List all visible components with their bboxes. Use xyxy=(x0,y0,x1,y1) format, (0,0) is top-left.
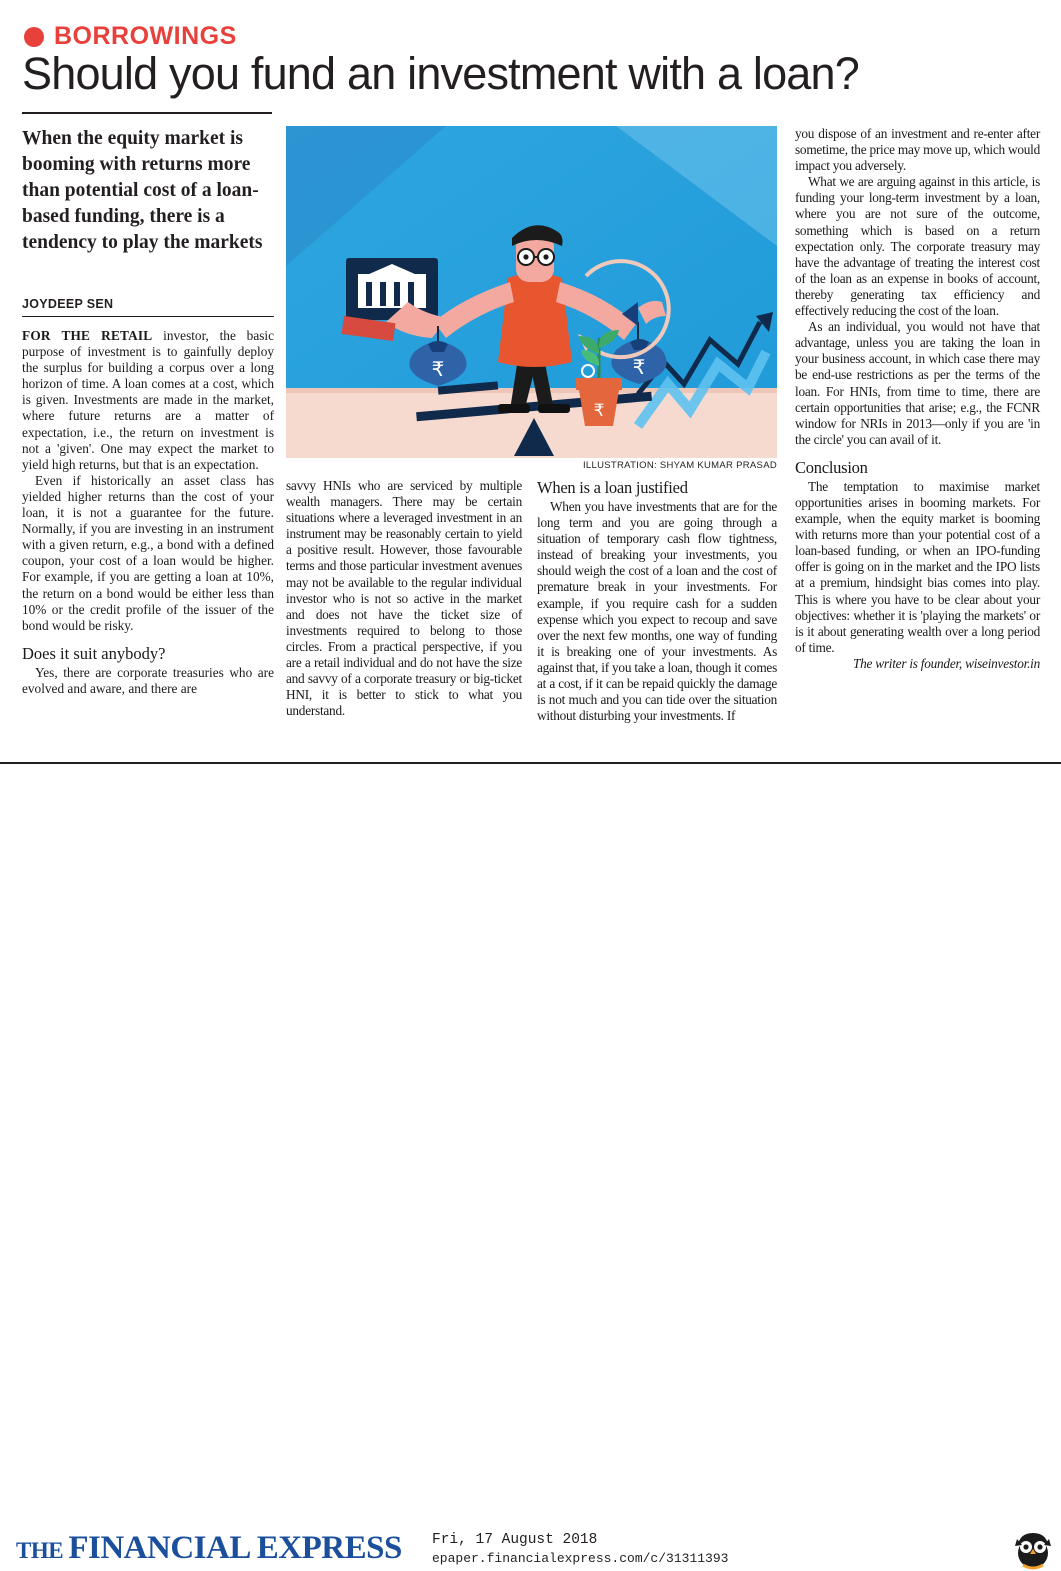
bullet-dot-icon xyxy=(24,27,44,47)
standfirst: When the equity market is booming with returns more than potential cost of a loan-based funding, there is a tendency to play the markets xyxy=(22,128,263,253)
masthead-the: THE xyxy=(16,1538,69,1563)
article-column-1 xyxy=(22,328,274,697)
section-heading: Does it suit anybody? xyxy=(22,643,166,663)
headline-divider xyxy=(22,112,272,114)
paragraph-text: The temptation to maximise market opportunities arises in booming markets. For example, when the equity market is booming with returns more than your potential cost of a loan-based funding, or when an IPO-funding offer is going on in the market and the IPO lists at a premium, hindsight bias comes into play. This is where you have to be clear about your objectives: whether it is 'playing the markets' or is it about generating wealth over a long period of time. xyxy=(795,478,1040,655)
illustration-credit: ILLUSTRATION: SHYAM KUMAR PRASAD xyxy=(582,460,777,471)
paragraph-text: As an individual, you would not have that advantage, unless you are taking the loan in your business account, in which case there may be end-use restrictions as per the terms of the loan. For HNIs, from time to time, there are certain opportunities that arise; e.g., the FCNR window for NRIs in 2013—only if you are 'in the circle' you can avail of it. xyxy=(795,319,1040,447)
article-column-2 xyxy=(286,478,522,719)
paragraph xyxy=(22,328,274,473)
publication-date: Fri, 17 August 2018 xyxy=(432,1532,598,1548)
section-heading: When is a loan justified xyxy=(537,478,688,497)
page-footer xyxy=(0,764,1061,1566)
epaper-url[interactable]: epaper.financialexpress.com/c/31311393 xyxy=(432,1551,729,1566)
byline: JOYDEEP SEN xyxy=(22,297,114,311)
paragraph-text: investor, the basic purpose of investment is to gainfully deploy the surplus for building a corpus over a long horizon of time. A loan comes at a cost, which is given. Investments are made in the market, where future returns are a matter of expectation, i.e., the return on investment is not a 'given'. One may expect the market to yield high returns, but that is an expectation. xyxy=(22,328,274,472)
masthead-logo xyxy=(16,1530,402,1567)
illustration-svg xyxy=(286,126,777,458)
svg-text:₹: ₹ xyxy=(632,357,646,379)
svg-text:₹: ₹ xyxy=(431,359,445,381)
article-column-3 xyxy=(537,478,777,724)
paragraph-text: When you have investments that are for the long term and you are going through a situation of temporary cash flow tightness, instead of breaking your investments, you should weigh the cost of a loan and the cost of premature break in your investments. For example, if you require cash for a sudden expense which you expect to recoup and save over the next few months, one way of funding it is breaking one of your investments. As against that, if you take a loan, though it comes at a cost, if it can be repaid quickly the damage is not much and you can tide over the situation without disturbing your investments. If xyxy=(537,499,777,724)
byline-divider xyxy=(22,316,274,317)
kicker-label: BORROWINGS xyxy=(54,22,237,50)
svg-text:₹: ₹ xyxy=(593,401,605,420)
paragraph-text: Yes, there are corporate treasuries who are evolved and aware, and there are xyxy=(22,664,274,696)
paragraph-text: savvy HNIs who are serviced by multiple wealth managers. There may be certain situations where a leveraged investment in an instrument may be reasonably certain to yield a positive result. However, those favourable terms and those particular investment avenues may not be available to the regular individual investor who is not so active in the market and does not have the ticket size of investments required to belong to those circles. From a practical perspective, if you are a retail individual and do not have the size and savvy of a corporate treasury or big-ticket HNI, it is better to stick to what you understand. xyxy=(286,478,522,719)
writer-note: The writer is founder, wiseinvestor.in xyxy=(852,655,1040,671)
masthead-name: FINANCIAL EXPRESS xyxy=(68,1530,402,1566)
section-heading: Conclusion xyxy=(795,457,868,477)
lead-in-label: FOR THE RETAIL xyxy=(22,328,153,343)
article-column-4 xyxy=(795,126,1040,672)
page-title: Should you fund an investment with a loan? xyxy=(22,48,859,99)
article-illustration xyxy=(286,126,777,458)
paragraph-text: you dispose of an investment and re-enter after sometime, the price may move up, which would impact you adversely. xyxy=(795,126,1040,174)
owl-logo-icon xyxy=(1011,1527,1055,1571)
paragraph-text: What we are arguing against in this article, is funding your long-term investment by a loan, where you are not sure of the outcome, something which is based on a return expectation only. The corporate treasury may have the advantage of treating the interest cost of the loan as an expense in books of account, thereby generating tax efficiency and effectively reducing the cost of the loan. xyxy=(795,174,1040,319)
section-kicker xyxy=(24,22,237,51)
paragraph-text: Even if historically an asset class has yielded higher returns than the cost of your loan, it is not a guarantee for the future. Normally, if you are investing in an instrument with a given return, e.g., a bond with a defined coupon, your cost of a loan would be higher. For example, if you are getting a loan at 10%, the return on a bond would be either less than 10% or the credit profile of the issuer of the bond would be risky. xyxy=(22,472,274,633)
